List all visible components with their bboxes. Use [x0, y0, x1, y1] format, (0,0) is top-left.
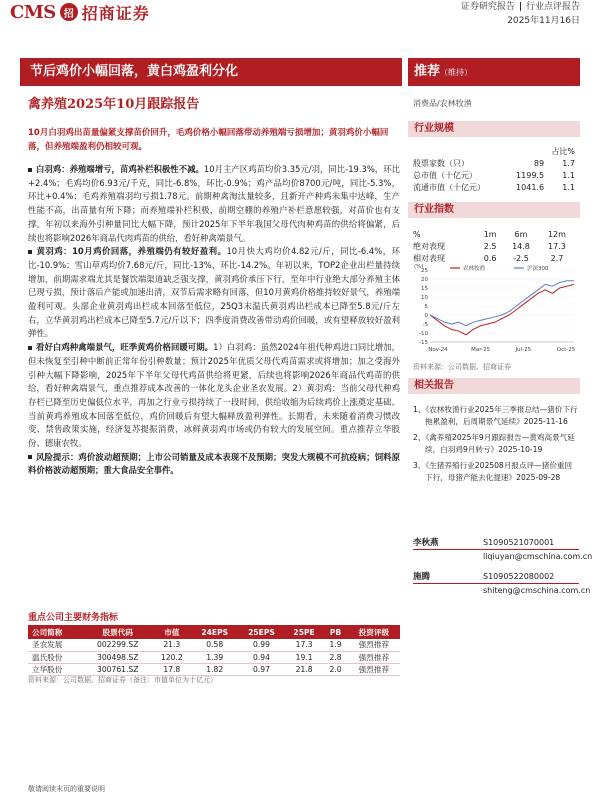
analyst-block — [413, 536, 593, 564]
industry-scale-title: 行业规模 — [408, 121, 580, 137]
table-cell: 1.7 — [562, 158, 575, 168]
performance-chart — [412, 262, 577, 358]
analyst-line — [413, 570, 579, 584]
report-category: 行业点评报告 — [525, 2, 580, 12]
table-header-row — [413, 145, 575, 157]
legend-label: 农林牧渔 — [463, 266, 486, 272]
rating-banner — [408, 58, 580, 86]
x-tick-label: Nov-24 — [428, 347, 448, 353]
table-cell: 89 — [533, 158, 545, 168]
table-cell: 19.1 — [285, 651, 323, 663]
table-cell: 圣农发展 — [28, 639, 83, 651]
table-cell: 0.99 — [238, 639, 285, 651]
y-axis-label: (%) — [414, 264, 424, 270]
table-cell: 2.5 — [483, 241, 497, 251]
table-cell: 1041.6 — [516, 182, 545, 192]
related-reports-title: 相关报告 — [408, 378, 580, 394]
table-header: 投资评级 — [348, 625, 400, 639]
table-header: 占比% — [551, 146, 575, 156]
analyst-email[interactable]: shiteng@cmschina.com.cn — [483, 586, 591, 595]
table-cell: 0.94 — [238, 651, 285, 663]
footer-note: 敬请阅读末页的重要说明 — [28, 785, 105, 793]
analyst-line — [413, 536, 579, 550]
paragraph-text: 1）白羽鸡：虽然2024年祖代种鸡进口同比增加，但未恢复至引种中断前正常年份引种数量；预计2025年优质父母代鸡苗需求或将增加；加之受海外引种大幅下降影响，2025年下半年父母代鸡苗供给将更紧，后续也将影响2026年商品代鸡苗的供给，看好种禽端景气，重点推荐成本改善的一体化龙头企业圣农发展。2）黄羽鸡：当前父母代种鸡存栏已降至历史偏低位水平，再加之行业亏损持续了一段时间，供给收缩为后续鸡价上涨奠定基础。当前黄鸡养殖成本回落至低位，鸡价回暖后有望大幅释放盈利弹性。长期看，未来随着消费习惯改变、禁售政策实施，经济复苏提振消费，冰鲜黄羽鸡市场或仍有较大的发展空间。重点推荐立华股份、德康农牧。 — [28, 342, 400, 449]
summary: 10月白羽鸡出苗量偏紧支撑苗价回升，毛鸡价格小幅回落带动养殖端亏损增加；黄羽鸡价小幅回落，但养殖端盈利仍相较可观。 — [28, 128, 389, 152]
table-cell: 002299.SZ — [83, 639, 152, 651]
financials-title: 重点公司主要财务指标 — [28, 613, 119, 623]
y-tick-label: 20 — [421, 277, 428, 283]
rating-label: 推荐 — [414, 64, 441, 79]
table-header: % — [413, 229, 421, 239]
bullet-icon — [28, 455, 32, 459]
table-header: 1m — [483, 229, 497, 239]
table-row — [413, 240, 575, 252]
table-header-row — [413, 228, 575, 240]
table-cell: 立华股份 — [28, 663, 83, 675]
analyst-block — [413, 570, 591, 598]
cms-logo — [10, 0, 150, 24]
paragraph-text: 鸡价波动超预期；上市公司销量及成本表现不及预期；突发大规模不可抗疫病；饲料原料价格波动超预期；重大食品安全事件。 — [28, 451, 401, 476]
paragraph-lead: 黄羽鸡：10月鸡价回落，养殖端仍有较好盈利。 — [36, 246, 227, 257]
table-cell: 14.8 — [512, 241, 530, 251]
table-cell: 温氏股份 — [28, 651, 83, 663]
table-row — [413, 169, 575, 181]
headline-banner: 节后鸡价小幅回落，黄白鸡盈利分化 — [20, 58, 402, 86]
table-cell: 0.58 — [191, 639, 238, 651]
table-cell: 17.8 — [152, 663, 191, 675]
table-cell: 强烈推荐 — [348, 651, 400, 663]
paragraph-text: 10月主产区鸡苗均价3.35元/羽，同比-19.3%，环比+2.4%；毛鸡均价6.93元/千克，同比-6.8%，环比-0.9%；鸡产品均价8700元/吨，同比-5.3%，环比+0.4%；毛鸡养殖端羽均亏损1.78元。前期种禽淘汰量较多，且新开产种鸡未集中达峰，生产性能不高，出苗量有所下降；而养殖端补栏积极，前期空棚的养殖户补栏意愿较强，对苗价也有支撑。年初以来海外引种量同比大幅下降，预计2025年下半年我国父母代肉种鸡苗的供给将偏紧，后续也将影响2026年商品代肉鸡苗的供给，看好种禽端景气。 — [28, 164, 400, 243]
table-cell: 300498.SZ — [83, 651, 152, 663]
table-header-row — [28, 625, 400, 639]
table-cell: 1.39 — [191, 651, 238, 663]
analyst-cert: S1090522080002 — [483, 572, 555, 581]
table-header: 市值 — [152, 625, 191, 639]
table-cell: 绝对表现 — [413, 241, 445, 251]
table-row — [28, 663, 400, 675]
table-cell: 21.3 — [152, 639, 191, 651]
page-header — [0, 0, 600, 32]
chart-source: 资料来源：公司数据、招商证券 — [413, 363, 511, 371]
body-paragraph — [28, 245, 400, 341]
x-tick-label: Jul-25 — [515, 347, 532, 353]
report-date: 2025年11月16日 — [507, 16, 580, 26]
table-cell: 1199.5 — [516, 170, 545, 180]
header-meta — [461, 0, 580, 28]
body-paragraph — [28, 451, 400, 478]
table-header: 24EPS — [191, 625, 238, 639]
table-header: 公司简称 — [28, 625, 83, 639]
paragraph-lead: 风险提示： — [36, 451, 79, 462]
bullet-icon — [28, 168, 32, 172]
financials-source: 资料来源：公司数据、招商证券（备注：市值单位为十亿元） — [28, 676, 217, 684]
bullet-icon — [28, 346, 32, 350]
table-cell: 21.8 — [285, 663, 323, 675]
company-name: 招商证券 — [81, 3, 150, 23]
table-row — [413, 157, 575, 169]
report-type: 证券研究报告 — [460, 2, 515, 12]
related-report-link[interactable]: 3、《生猪养殖行业202508月报点评—猪价重回下行，母猪产能去化提速》2025-09-28 — [413, 461, 573, 482]
table-header: 股票代码 — [83, 625, 152, 639]
related-report-link[interactable]: 1、《农林牧渔行业2025年三季报总结—猪价下行拖累盈利，后周期景气延续》2025-11-16 — [413, 405, 578, 426]
table-cell: 120.2 — [152, 651, 191, 663]
x-tick-label: Mar-25 — [471, 347, 491, 353]
table-header: 6m — [514, 229, 528, 239]
table-row — [28, 639, 400, 651]
related-report-link[interactable]: 2、《禽养殖2025年9月跟踪报告—黄鸡高景气延续，白羽鸡9月转亏》2025-10-19 — [413, 433, 575, 454]
logo-badge-icon: 招 — [60, 3, 78, 21]
logo-text: CMS — [10, 1, 56, 23]
related-reports-list — [413, 404, 579, 488]
table-cell: 流通市值（十亿元） — [413, 182, 485, 192]
bullet-icon — [28, 250, 32, 254]
table-cell: 1.82 — [191, 663, 238, 675]
table-cell: 2.7 — [550, 253, 564, 263]
y-tick-label: 0 — [424, 313, 428, 319]
paragraph-lead: 看好白鸡种禽端景气，旺季黄鸡价格回暖可期。 — [36, 342, 214, 353]
paragraph-text: 10月快大鸡均价4.82元/斤，同比-6.4%，环比-10.9%；雪山草鸡均价7.68元/斤，同比-13%，环比-14.2%。年初以来，TOP2企业出栏量持续增加，前期需求端尤其是餐饮端渠道缺乏强支撑，黄羽鸡价承压下行，至年中行业绝大部分养殖主体已现亏损，预计落后产能或加速出清，双节后需求略有回落，但10月黄鸡价格维持较好景气，养殖端盈利可观。头部企业黄羽鸡出栏成本回落至低位，25Q3末温氏黄羽鸡出栏成本已降至5.8元/斤左右，立华黄羽鸡出栏成本已降至5.7元/斤以下；四季度消费改善带动鸡价回暖，或有望释放较好盈利弹性。 — [28, 246, 400, 339]
y-tick-label: -5 — [422, 322, 428, 328]
table-cell: 总市值（十亿元） — [413, 170, 477, 180]
body-paragraph — [28, 163, 400, 245]
analyst-name: 施腾 — [413, 572, 431, 582]
financials-table — [28, 625, 400, 676]
industry-index-table — [413, 228, 575, 264]
body-paragraph — [28, 341, 400, 451]
sector-label: 消费品/农林牧渔 — [413, 99, 472, 108]
table-cell: 1.1 — [562, 182, 575, 192]
table-cell: 1.1 — [562, 170, 575, 180]
x-tick-label: Oct-25 — [556, 347, 576, 353]
table-header: 12m — [547, 229, 566, 239]
table-cell: 300761.SZ — [83, 663, 152, 675]
y-tick-label: 15 — [421, 286, 428, 292]
y-tick-label: 5 — [424, 304, 428, 310]
table-cell: -2.5 — [513, 253, 529, 263]
table-cell: 强烈推荐 — [348, 663, 400, 675]
table-cell: 股票家数（只） — [413, 158, 469, 168]
series-line — [430, 284, 574, 334]
table-row — [28, 651, 400, 663]
table-cell: 2.0 — [323, 663, 347, 675]
y-tick-label: -10 — [419, 331, 428, 337]
table-cell: 2.8 — [323, 651, 347, 663]
industry-scale-table — [413, 145, 575, 193]
report-title: 禽养殖2025年10月跟踪报告 — [28, 97, 200, 112]
paragraph-lead: 白羽鸡：养殖端增亏，苗鸡补栏积极性不减。 — [36, 164, 204, 174]
rating-sub: （维持） — [440, 68, 473, 77]
legend-label: 沪深300 — [527, 266, 549, 272]
table-cell: 0.6 — [483, 253, 497, 263]
body-text — [28, 163, 400, 478]
table-cell: 强烈推荐 — [348, 639, 400, 651]
header-divider — [520, 2, 521, 11]
analyst-name: 李秋燕 — [413, 538, 439, 548]
table-cell: 1.9 — [323, 639, 347, 651]
table-header: 25EPS — [238, 625, 285, 639]
analyst-email[interactable]: liqiuyan@cmschina.com.cn — [483, 552, 593, 561]
y-tick-label: 10 — [421, 295, 428, 301]
analyst-cert: S1090521070001 — [483, 538, 555, 547]
table-cell: 0.97 — [238, 663, 285, 675]
table-cell: 相对表现 — [413, 253, 445, 263]
table-cell: 17.3 — [285, 639, 323, 651]
industry-index-title: 行业指数 — [408, 202, 580, 218]
y-tick-label: -15 — [419, 340, 428, 346]
table-header: 25PE — [285, 625, 323, 639]
table-row — [413, 181, 575, 193]
table-header: PB — [323, 625, 347, 639]
table-cell: 17.3 — [548, 241, 566, 251]
y-tick-label: 25 — [421, 268, 428, 274]
